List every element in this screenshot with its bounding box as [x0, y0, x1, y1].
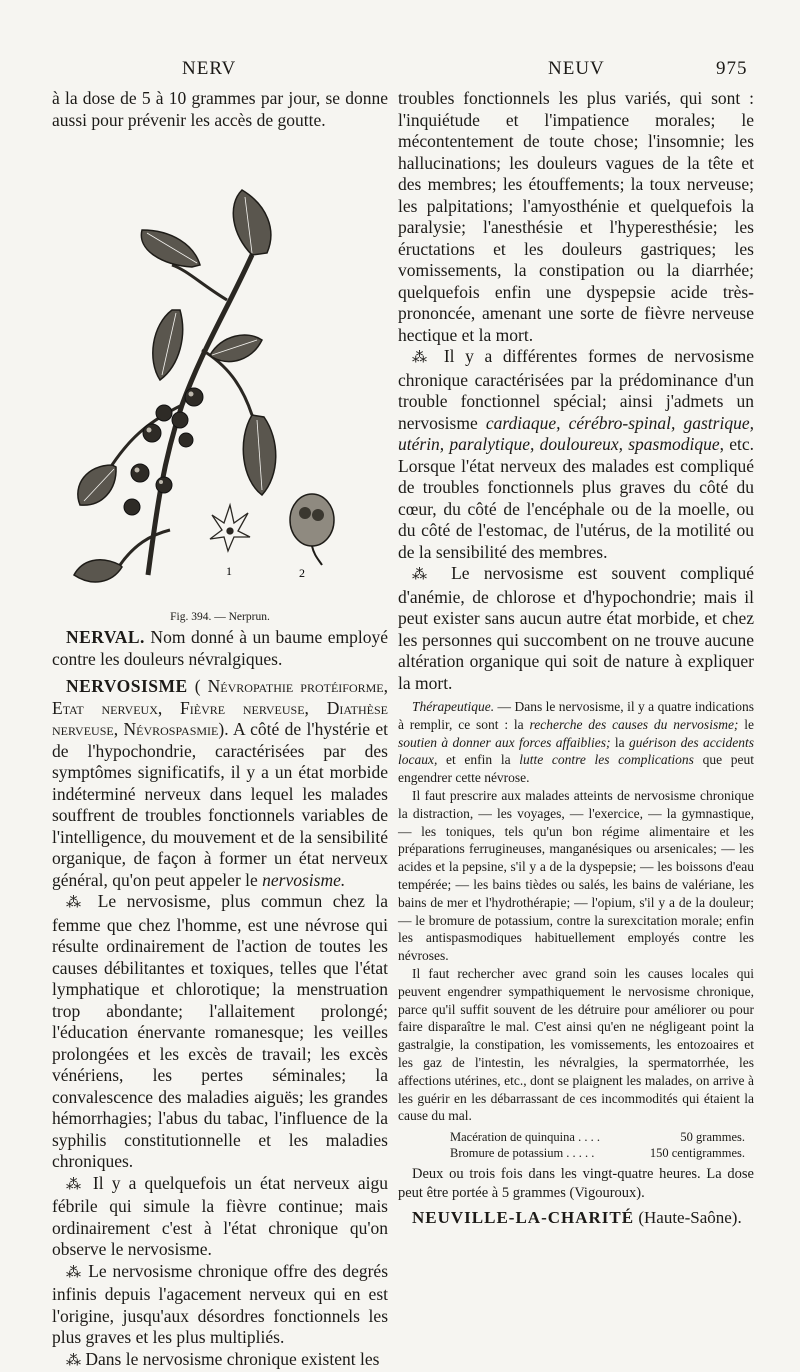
recipe-row: Bromure de potassium . . . . . 150 centigrammes. [450, 1145, 754, 1161]
running-head-left: NERV [182, 58, 236, 80]
page-number: 975 [716, 58, 748, 80]
paragraph: ⁂ Le nervosisme chronique offre des degrés infinis depuis l'agacement nerveux qui en est l'origine, jusqu'aux désordres fonctionnels les plus graves et les plus multipliés. [52, 1261, 388, 1349]
flower-detail [210, 505, 250, 551]
therapeutique-paragraph: Thérapeutique. — Dans le nervosisme, il y a quatre indications à remplir, ce sont : la recherche des causes du nervosisme; le soutien à donner aux forces affaiblies; la guérison des accidents locaux, et enfin la lutte contre les complications que peut engendrer cette névrose. [398, 698, 754, 787]
continuation-paragraph: à la dose de 5 à 10 grammes par jour, se donne aussi pour prévenir les accès de goutte. [52, 88, 388, 131]
paragraph: Il faut rechercher avec grand soin les causes locales qui peuvent engendrer sympathiquement le nervosisme chronique, parce qu'il suffit souvent de les détruire pour améliorer ou pour faire disparaître le mal. C'est ainsi qu'en ne négligeant point la gastralgie, la constipation, les vomissements, les entozoaires et les gaz de l'intestin, les névralgies, la spermatorrhée, les affections utérines, etc., dont se plaignent les malades, on arrive à les guérir en les débarrassant de ces incommodités qui étaient la cause du mal. [398, 965, 754, 1125]
recipe-row: Macération de quinquina . . . . 50 grammes. [450, 1129, 754, 1145]
entry-nerval: NERVAL. Nom donné à un baume employé contre les douleurs névralgiques. [52, 627, 388, 670]
recipe-formula [450, 1129, 754, 1161]
figure-caption: Fig. 394. — Nerprun. [52, 611, 388, 623]
entry-headword: NERVAL. [66, 627, 145, 647]
buckthorn-illustration [52, 135, 388, 605]
paragraph: ⁂ Le nervosisme est souvent compliqué d'anémie, de chlorose et d'hypochondrie; mais il peut exister sans aucun autre état morbide, et chez les personnes qui succombent on ne trouve aucune altération organique qui soit de nature à expliquer la mort. [398, 563, 754, 694]
fruit-detail [290, 494, 334, 565]
figure-label-1: 1 [226, 564, 232, 578]
paragraph: Il faut prescrire aux malades atteints de nervosisme chronique la distraction, — les voyages, — l'exercice, — la gymnastique, — les toniques, tels qu'un bon régime alimentaire et les préparations ferrugineuses, manganésiques ou arsenicales; — les acides et la pepsine, s'il y a de la dyspepsie; — les boissons d'eau tempérée; — les bains tièdes ou salés, les bains de valériane, les bains de mer et l'hydrothérapie; — l'opium, s'il y a de la douleur; — le bromure de potassium, contre la surexcitation morale; enfin les antispasmodiques habituellement employés contre les névroses. [398, 787, 754, 965]
paragraph: Deux ou trois fois dans les vingt-quatre heures. La dose peut être portée à 5 grammes (Vigouroux). [398, 1165, 754, 1203]
paragraph: ⁂ Dans le nervosisme chronique existent les [52, 1349, 388, 1372]
entry-nervosisme: NERVOSISME ( Névropathie protéiforme, Etat nerveux, Fièvre nerveuse, Diathèse nerveuse, Névrospasmie). A côté de l'hystérie et de l'hypochondrie, caractérisées par des symptômes significatifs, il y a un état morbide indéterminé nerveux dans lequel les malades souffrent de troubles fonctionnels variables de l'intelligence, du mouvement et de la sensibilité organique, de façon à former un état nerveux général, qu'on peut appeler le nervosisme. [52, 676, 388, 891]
entry-neuville: NEUVILLE-LA-CHARITÉ (Haute-Saône). [398, 1207, 754, 1228]
figure-nerprun [52, 135, 388, 627]
entry-headword: NERVOSISME [66, 676, 188, 696]
paragraph: troubles fonctionnels les plus variés, qui sont : l'inquiétude et l'impatience morales; le mécontentement de toute chose; l'insomnie; les hallucinations; les douleurs vagues de la tête et des membres; les étouffements; la toux nerveuse; les palpitations; l'amyosthénie et quelquefois la paralysie; l'anesthésie et l'hyperesthésie; les éructations et les douleurs gastriques; les vomissements, la constipation ou la diarrhée; quelquefois enfin une dyspepsie acide très-prononcée, amenant une sorte de fièvre nerveuse hectique et la mort. [398, 88, 754, 346]
figure-label-2: 2 [299, 566, 305, 580]
paragraph: ⁂ Il y a différentes formes de nervosisme chronique caractérisées par la prédominance d'un trouble fonctionnel spécial; ainsi j'admets un nervosisme cardiaque, cérébro-spinal, gastrique, utérin, paralytique, douloureux, spasmodique, etc. Lorsque l'état nerveux des malades est compliqué de troubles fonctionnels plus graves du côté du cœur, du côté de l'encéphale ou de la moelle, ou du côté de l'estomac, de l'utérus, de la motilité ou de la sensibilité des membres. [398, 346, 754, 563]
running-head-right: NEUV [548, 58, 605, 80]
paragraph: ⁂ Le nervosisme, plus commun chez la femme que chez l'homme, est une névrose qui résulte ordinairement de l'action de toutes les causes débilitantes et toxiques, telles que l'état lymphatique et chlorotique; la menstruation trop abondante; l'allaitement prolongé; l'éducation énervante romanesque; les veilles prolongées et les excès de travail; les excès vénériens, les pertes séminales; la convalescence des maladies aiguës; les grandes hémorrhagies; l'abus du tabac, l'influence de la syphilis constitutionnelle et les maladies chroniques. [52, 891, 388, 1173]
right-column [398, 88, 754, 1228]
paragraph: ⁂ Il y a quelquefois un état nerveux aigu fébrile qui simule la fièvre continue; mais ordinairement c'est à l'état chronique qu'on observe le nervosisme. [52, 1173, 388, 1261]
left-column [52, 88, 388, 1372]
entry-headword: NEUVILLE-LA-CHARITÉ [412, 1208, 634, 1227]
